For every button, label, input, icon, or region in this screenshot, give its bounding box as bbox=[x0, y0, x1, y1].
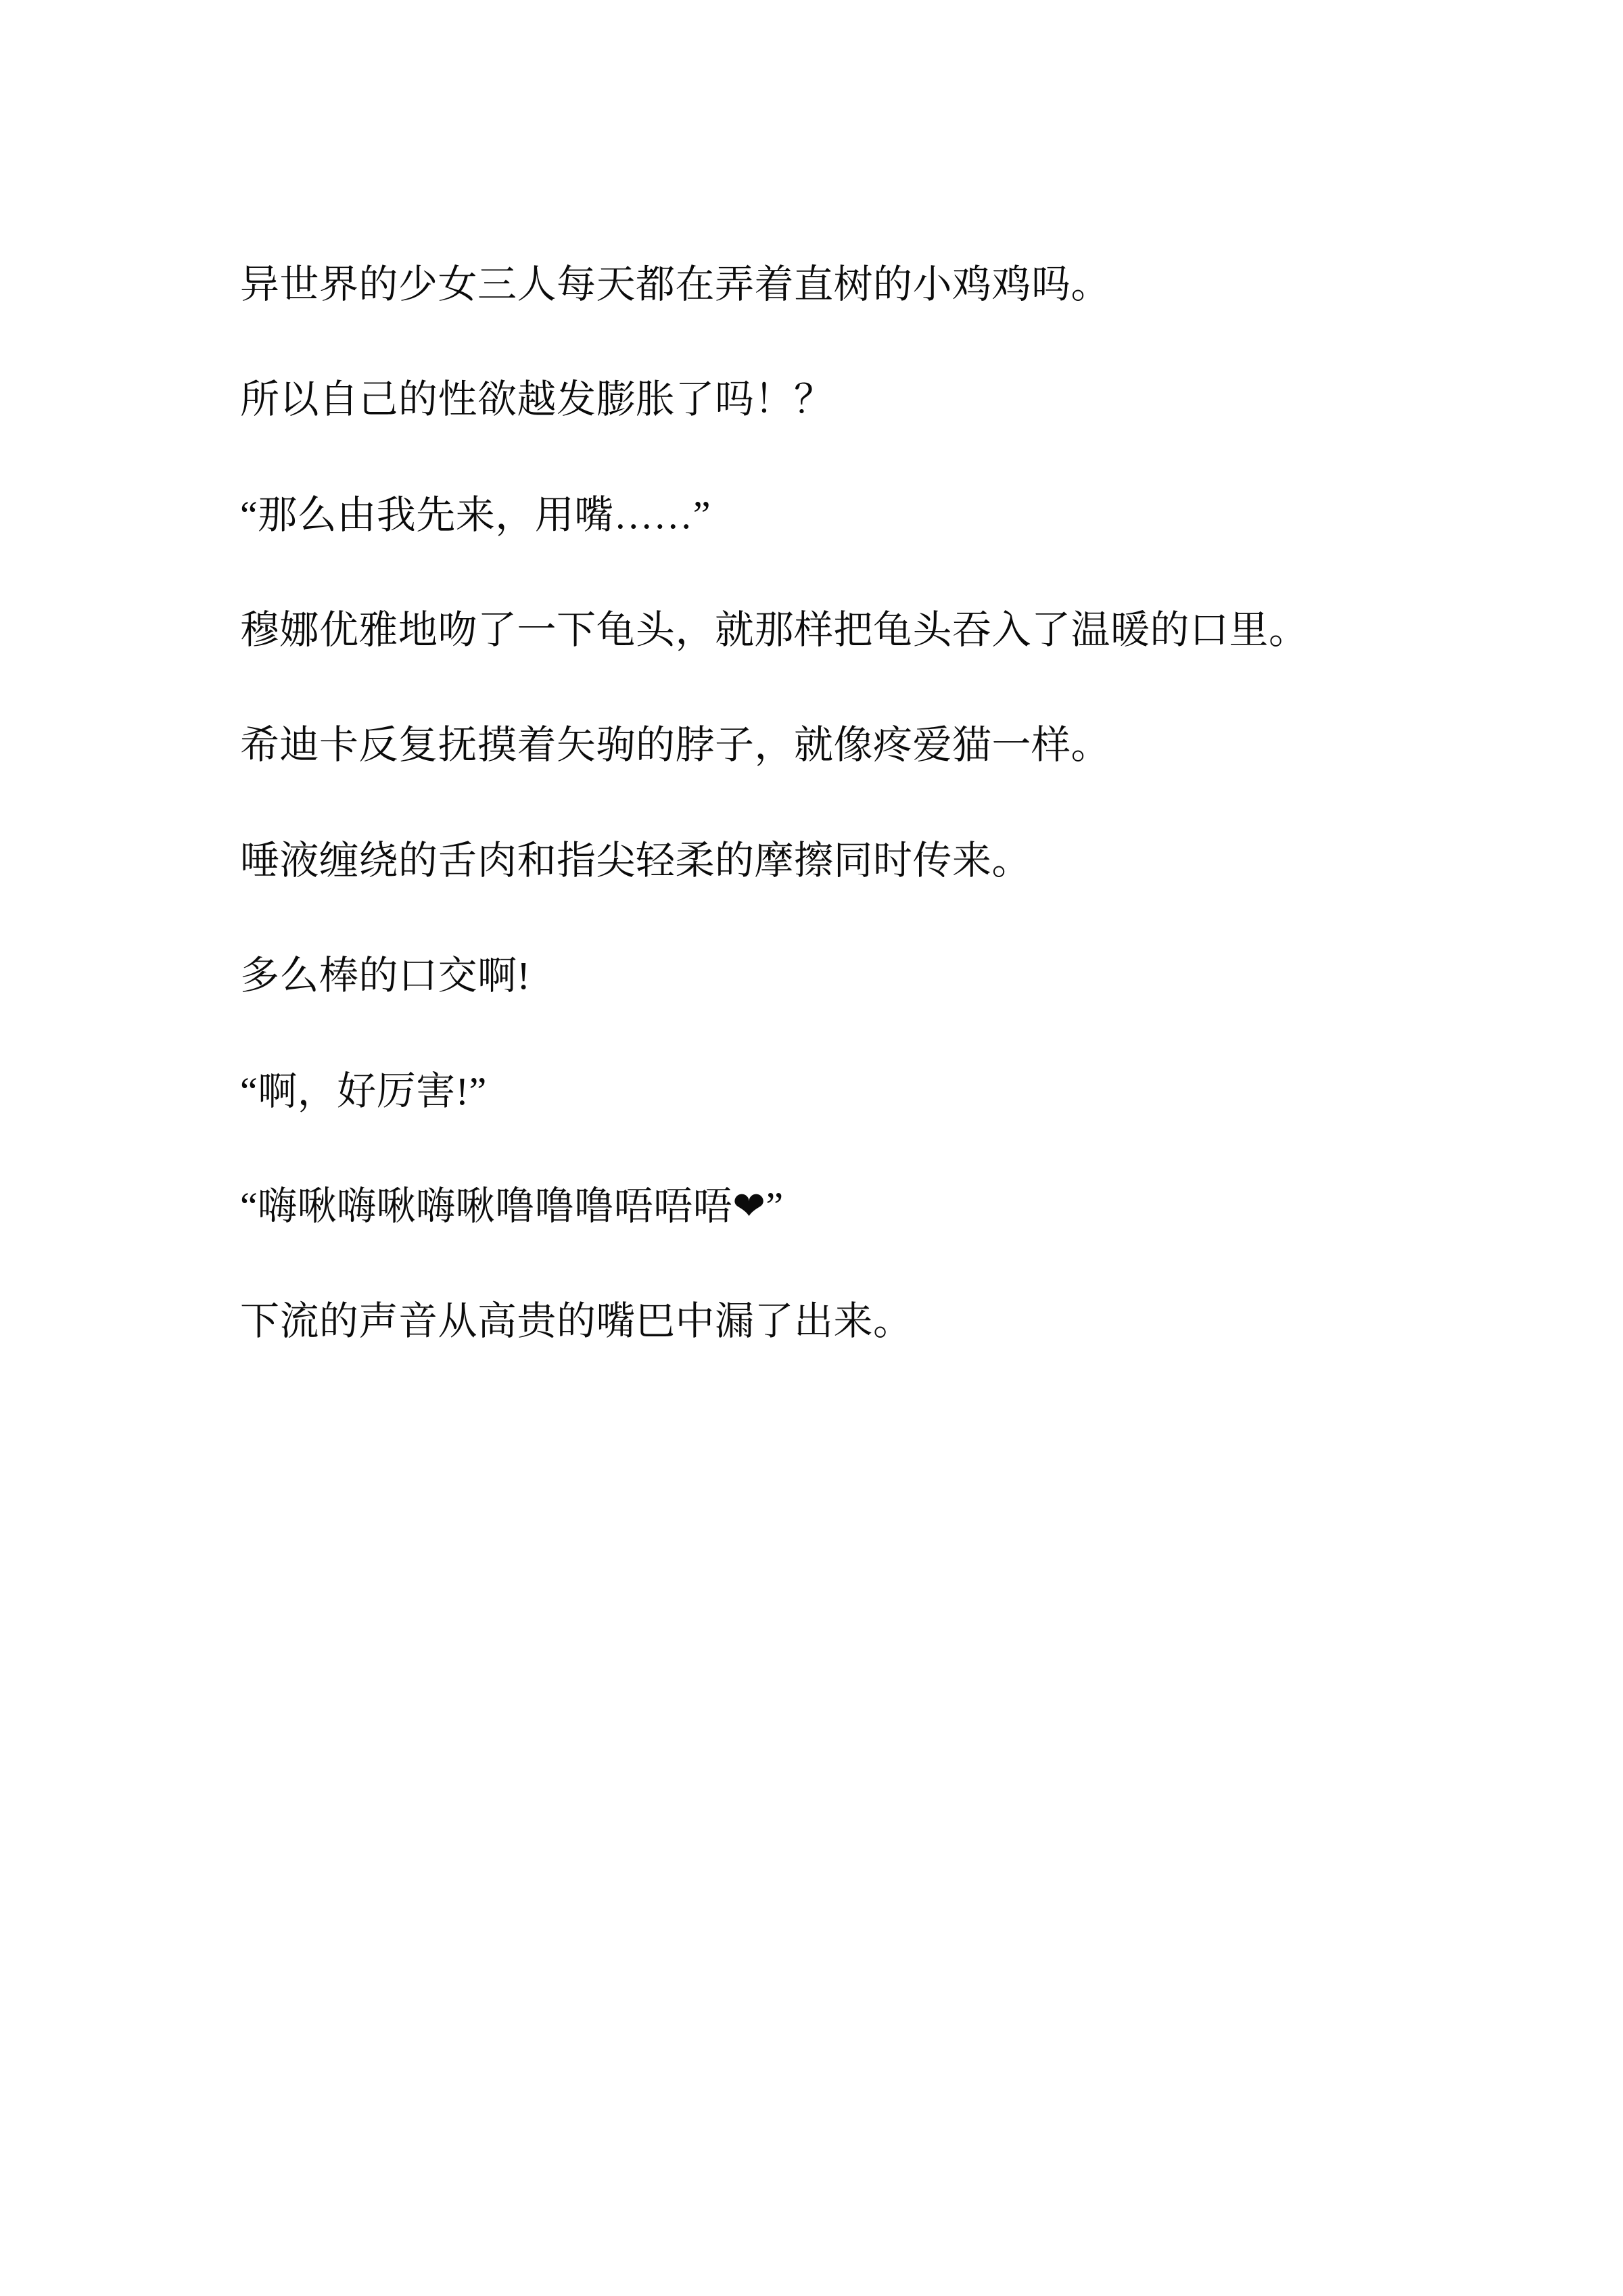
paragraph: “嗨啾嗨啾嗨啾噜噜噜唔唔唔❤” bbox=[240, 1184, 784, 1228]
paragraph: 异世界的少女三人每天都在弄着直树的小鸡鸡吗。 bbox=[240, 262, 1111, 306]
paragraph: 所以自己的性欲越发膨胀了吗！？ bbox=[240, 377, 834, 422]
paragraph: 穆娜优雅地吻了一下龟头，就那样把龟头吞入了温暖的口里。 bbox=[240, 608, 1309, 653]
paragraph: “那么由我先来，用嘴……” bbox=[240, 492, 711, 537]
paragraph: “啊，好厉害!” bbox=[240, 1069, 487, 1113]
paragraph: 唾液缠绕的舌肉和指尖轻柔的摩擦同时传来。 bbox=[240, 838, 1032, 883]
paragraph: 多么棒的口交啊! bbox=[240, 954, 531, 998]
paragraph: 希迪卡反复抚摸着矢驹的脖子，就像疼爱猫一样。 bbox=[240, 723, 1111, 768]
paragraph: 下流的声音从高贵的嘴巴中漏了出来。 bbox=[240, 1299, 913, 1344]
document-body bbox=[240, 257, 1393, 1350]
